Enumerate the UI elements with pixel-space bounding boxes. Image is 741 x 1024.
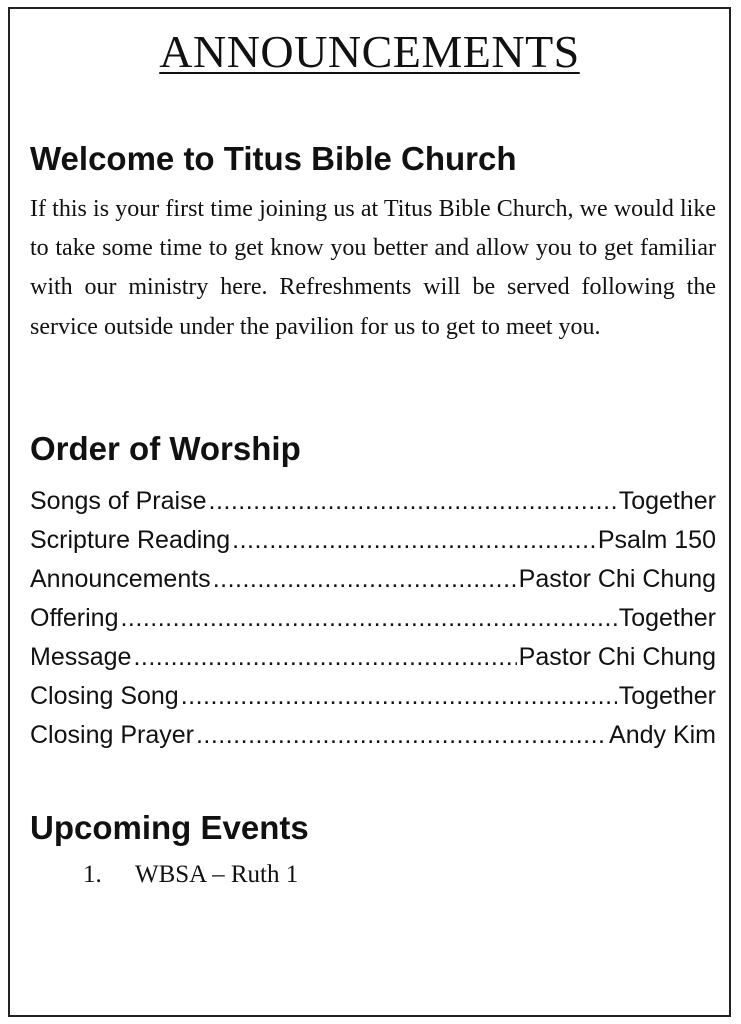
worship-item-leader: Together <box>618 604 716 632</box>
worship-item-leader: Pastor Chi Chung <box>518 565 716 593</box>
list-item-number: 1. <box>83 861 102 888</box>
welcome-heading: Welcome to Titus Bible Church <box>30 140 517 177</box>
dot-leader <box>232 521 596 560</box>
worship-item <box>30 521 716 560</box>
upcoming-events-heading: Upcoming Events <box>30 809 309 846</box>
worship-item-leader: Together <box>618 682 716 710</box>
dot-leader <box>181 677 617 716</box>
list-item <box>83 857 298 893</box>
welcome-paragraph: If this is your first time joining us at Titus Bible Church, we would like to take some time to get know you better and allow you to get familiar with our ministry here. Refreshments will be served following the service outside under the pavilion for us to get to meet you. <box>30 196 716 340</box>
worship-item-leader: Together <box>618 487 716 515</box>
worship-item-leader: Pastor Chi Chung <box>518 643 716 671</box>
dot-leader <box>133 638 516 677</box>
worship-item-name: Offering <box>30 604 119 632</box>
worship-item <box>30 677 716 716</box>
order-of-worship-heading: Order of Worship <box>30 430 301 467</box>
order-of-worship-list <box>30 482 716 755</box>
worship-item <box>30 482 716 521</box>
page-title <box>10 25 729 79</box>
worship-item-leader: Andy Kim <box>609 721 716 749</box>
announcements-page <box>8 7 731 1017</box>
worship-item <box>30 716 716 755</box>
list-item-text: WBSA – Ruth 1 <box>135 861 299 888</box>
worship-item <box>30 599 716 638</box>
worship-item-name: Closing Song <box>30 682 179 710</box>
dot-leader <box>120 599 616 638</box>
worship-item-name: Message <box>30 643 132 671</box>
worship-item-name: Closing Prayer <box>30 721 194 749</box>
worship-item-name: Scripture Reading <box>30 526 231 554</box>
worship-item <box>30 638 716 677</box>
dot-leader <box>196 716 607 755</box>
upcoming-events-list <box>83 857 298 893</box>
worship-item <box>30 560 716 599</box>
worship-item-leader: Psalm 150 <box>597 526 716 554</box>
worship-item-name: Announcements <box>30 565 211 593</box>
dot-leader <box>213 560 517 599</box>
worship-item-name: Songs of Praise <box>30 487 207 515</box>
dot-leader <box>209 482 617 521</box>
page-title-text: ANNOUNCEMENTS <box>159 26 580 77</box>
